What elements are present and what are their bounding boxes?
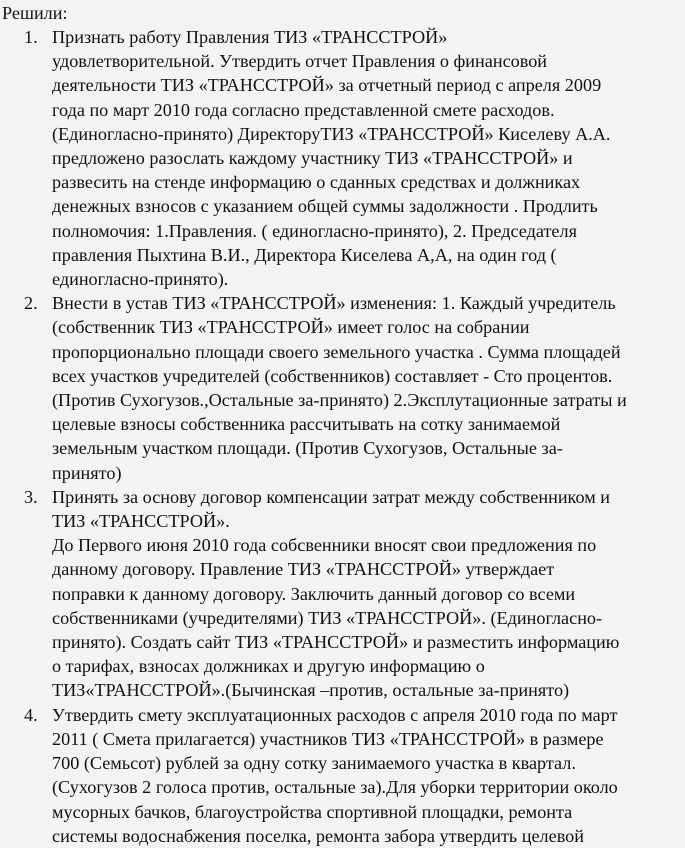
text-line: Утвердить смету эксплуатационных расходов с апреля 2010 года по март	[52, 704, 618, 725]
decision-heading: Решили:	[2, 3, 68, 23]
text-line: предложено разослать каждому участнику ТИЗ «ТРАНССТРОЙ» и	[52, 148, 573, 169]
text-line: 2011 ( Смета прилагается) участников ТИЗ «ТРАНССТРОЙ» в размере	[52, 728, 604, 749]
text-line: развесить на стенде информацию о сданных средствах и должниках	[52, 172, 581, 193]
text-line: правления Пыхтина В.И., Директора Киселева А,А, на один год (	[52, 244, 557, 265]
text-line: собственниками (учредителями) ТИЗ «ТРАНССТРОЙ». (Единогласно-	[52, 607, 603, 628]
decision-item-3	[0, 485, 627, 703]
text-line: единогласно-принято).	[52, 269, 229, 290]
decision-list	[0, 25, 627, 848]
text-line: года по март 2010 года согласно представленной смете расходов.	[52, 99, 555, 120]
text-line: о тарифах, взносах должниках и другую информацию о	[52, 656, 485, 677]
decision-item-1	[0, 25, 627, 291]
text-line: целевые взносы собственника рассчитывать на сотку занимаемой	[52, 414, 561, 435]
text-line: (Против Сухогузов.,Остальные за-принято) 2.Эксплутационные затраты и	[52, 390, 627, 411]
text-line: деятельности ТИЗ «ТРАНССТРОЙ» за отчетный период с апреля 2009	[52, 75, 602, 96]
text-line: денежных взносов с указанием общей суммы задолжности . Продлить	[52, 196, 598, 217]
text-line: принято)	[52, 462, 122, 483]
text-line: Признать работу Правления ТИЗ «ТРАНССТРОЙ»	[52, 27, 448, 47]
text-line: мусорных бачков, благоустройства спортивной площадки, ремонта	[52, 801, 573, 822]
item-number: 2.	[24, 293, 38, 314]
text-line: ТИЗ «ТРАНССТРОЙ».	[52, 511, 230, 532]
text-line: ТИЗ«ТРАНССТРОЙ».(Бычинская –против, остальные за-принято)	[52, 680, 570, 701]
text-line: принято). Создать сайт ТИЗ «ТРАНССТРОЙ» и разместить информацию	[52, 632, 620, 653]
text-line: Внести в устав ТИЗ «ТРАНССТРОЙ» изменения: 1. Каждый учредитель	[52, 293, 616, 314]
text-line: системы водоснабжения поселка, ремонта забора утвердить целевой	[52, 825, 584, 846]
text-line: (Единогласно-принято) ДиректоруТИЗ «ТРАНССТРОЙ» Киселеву А.А.	[52, 123, 611, 144]
text-line: поправки к данному договору. Заключить данный договор со всеми	[52, 583, 576, 604]
text-line: удовлетворительной. Утвердить отчет Правления о финансовой	[52, 51, 548, 72]
text-line: (Сухогузов 2 голоса против, остальные за).Для уборки территории около	[52, 777, 618, 798]
text-line: (собственник ТИЗ «ТРАНССТРОЙ» имеет голос на собрании	[52, 317, 530, 338]
text-line: данному договору. Правление ТИЗ «ТРАНССТРОЙ» утверждает	[52, 559, 555, 580]
item-number: 4.	[24, 704, 38, 725]
text-line: полномочия: 1.Правления. ( единогласно-принято), 2. Председателя	[52, 220, 577, 241]
item-number: 3.	[24, 486, 38, 507]
text-line: 700 (Семьсот) рублей за одну сотку занимаемого участка в квартал.	[52, 753, 576, 774]
decision-item-2	[0, 291, 627, 485]
decision-item-4	[0, 703, 627, 848]
text-line: всех участков учредителей (собственников) составляет - Сто процентов.	[52, 365, 613, 386]
text-line: До Первого июня 2010 года собсвенники вносят свои предложения по	[52, 535, 597, 556]
text-line: земельным участком площади. (Против Сухогузов, Остальные за-	[52, 438, 563, 459]
text-line: Принять за основу договор компенсации затрат между собственником и	[52, 486, 611, 507]
item-number: 1.	[24, 27, 38, 47]
text-line: пропорционально площади своего земельного участка . Сумма площадей	[52, 341, 621, 362]
